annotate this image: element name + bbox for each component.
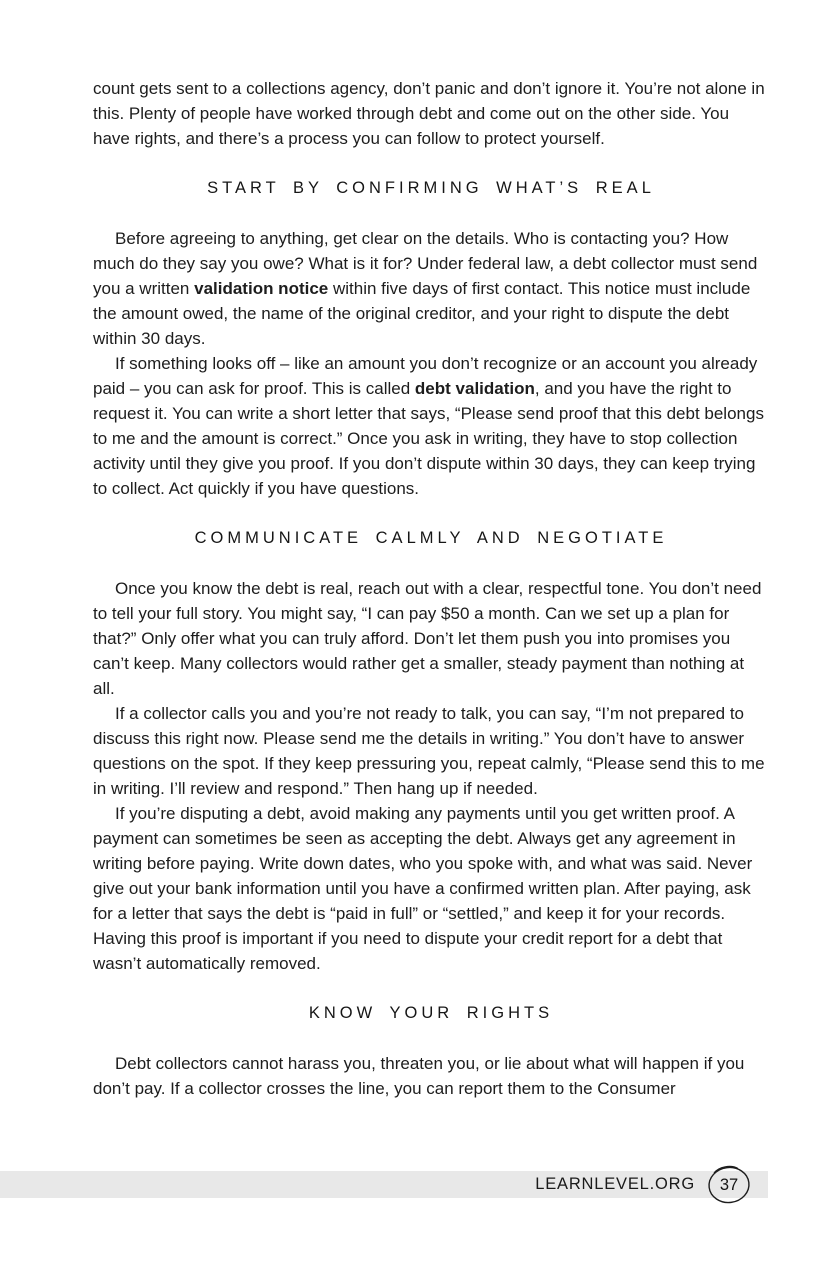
- footer-bar: [0, 1171, 768, 1198]
- text-run: count gets sent to a collections agency, don’t panic and don’t ignore it. You’re not alone in this. Plenty of people have worked through debt and come out on the other side. You have rights, and there’s a process you can follow to protect yourself.: [93, 79, 765, 148]
- footer-site-label: LEARNLEVEL.ORG: [535, 1175, 695, 1193]
- body-paragraph: [93, 226, 769, 351]
- text-run: Once you know the debt is real, reach out with a clear, respectful tone. You don’t need to tell your full story. You might say, “I can pay $50 a month. Can we set up a plan for that?” Only offer what you can truly afford. Don’t let them push you into promises you can’t keep. Many collectors would rather get a smaller, steady payment than nothing at all.: [93, 579, 762, 698]
- text-run: Before agreeing to anything, get clear on the details. Who is contacting you? How much do they say you owe? What is it for? Under federal law, a debt collector must send you a written: [93, 229, 758, 298]
- text-run: within five days of first contact. This notice must include the amount owed, the name of the original creditor, and your right to dispute the debt within 30 days.: [93, 279, 751, 348]
- page-number-badge: [705, 1161, 753, 1209]
- body-paragraph: [93, 701, 769, 801]
- body-paragraph: [93, 1051, 769, 1101]
- bold-text-run: debt validation: [414, 379, 535, 398]
- section-heading: COMMUNICATE CALMLY AND NEGOTIATE: [194, 529, 668, 547]
- body-paragraph: [93, 576, 769, 701]
- page-content: [93, 76, 769, 1101]
- text-run: , and you have the right to request it. You can write a short letter that says, “Please send proof that this debt belongs to me and the amount is correct.” Once you ask in writing, they have to stop collection activity until they give you proof. If you don’t dispute within 30 days, they can keep trying to collect. Act quickly if you have questions.: [93, 379, 764, 498]
- page-number: 37: [719, 1176, 739, 1194]
- section-heading: KNOW YOUR RIGHTS: [308, 1004, 554, 1022]
- body-paragraph: [93, 76, 769, 151]
- text-run: Debt collectors cannot harass you, threaten you, or lie about what will happen if you don’t pay. If a collector crosses the line, you can report them to the Consumer: [93, 1054, 745, 1098]
- body-paragraph: [93, 351, 769, 501]
- text-run: If something looks off – like an amount you don’t recognize or an account you already paid – you can ask for proof. This is called: [93, 354, 758, 398]
- body-paragraph: [93, 801, 769, 976]
- bold-text-run: validation notice: [194, 279, 329, 298]
- text-run: If you’re disputing a debt, avoid making any payments until you get written proof. A payment can sometimes be seen as accepting the debt. Always get any agreement in writing before paying. Write down dates, who you spoke with, and what was said. Never give out your bank information until you have a confirmed written plan. After paying, ask for a letter that says the debt is “paid in full” or “settled,” and keep it for your records. Having this proof is important if you need to dispute your credit report for a debt that wasn’t automatically removed.: [93, 804, 753, 973]
- section-heading: START BY CONFIRMING WHAT’S REAL: [207, 179, 655, 197]
- text-run: If a collector calls you and you’re not ready to talk, you can say, “I’m not prepared to discuss this right now. Please send me the details in writing.” You don’t have to answer questions on the spot. If they keep pressuring you, repeat calmly, “Please send this to me in writing. I’ll review and respond.” Then hang up if needed.: [93, 704, 765, 798]
